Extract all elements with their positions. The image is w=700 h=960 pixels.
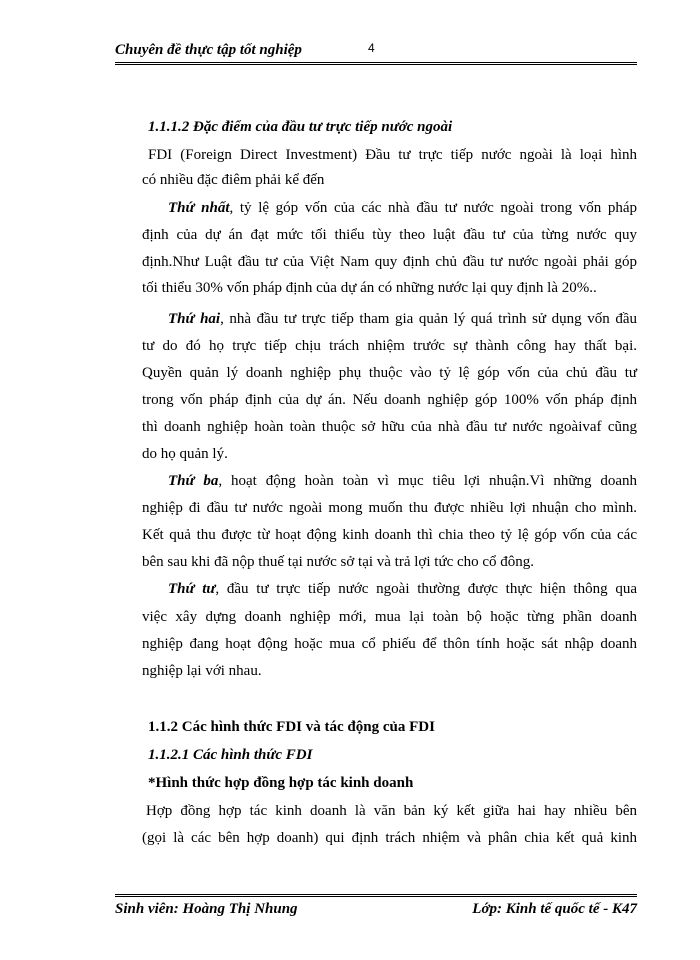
paragraph-line: FDI (Foreign Direct Investment) Đầu tư trực tiếp nước ngoài là loại hình: [148, 147, 637, 163]
class-name: Lớp: Kinh tế quốc tế - K47: [472, 901, 637, 917]
term-thu-hai: Thứ hai: [168, 311, 221, 327]
paragraph-line: việc xây dựng doanh nghiệp mới, mua lại toàn bộ hoặc từng phần doanh: [142, 609, 637, 625]
paragraph-line: bên sau khi đã nộp thuế tại nước sở tại và trả lợi tức cho cổ đông.: [142, 554, 535, 570]
paragraph-line: (gọi là các bên hợp doanh) qui định trách nhiệm và phân chia kết quả kinh: [142, 830, 637, 846]
header-rule: [115, 62, 637, 65]
paragraph-line: tối thiểu 30% vốn pháp định của dự án có những nước lại quy định là 20%..: [142, 280, 597, 296]
page-header: [115, 42, 637, 64]
page-footer: [115, 901, 637, 923]
paragraph-line: Thứ ba, hoạt động hoàn toàn vì mục tiêu lợi nhuận.Vì những doanh: [168, 473, 637, 489]
footer-rule: [115, 894, 637, 897]
paragraph-line: nghiệp đang hoạt động hoặc mua cổ phiếu để thôn tính hoặc sát nhập doanh: [142, 636, 637, 652]
section-heading-1-1-2: 1.1.2 Các hình thức FDI và tác động của FDI: [148, 719, 435, 735]
paragraph-line: định của dự án đạt mức tối thiểu tùy theo luật đầu tư của từng nước quy: [142, 227, 637, 243]
section-heading-1-1-1-2: 1.1.1.2 Đặc điểm của đầu tư trực tiếp nước ngoài: [148, 119, 453, 135]
student-name: Sinh viên: Hoàng Thị Nhung: [115, 901, 298, 917]
paragraph-line: nghiệp đi đầu tư nước ngoài mong muốn thu được nhiều lợi nhuận cho mình.: [142, 500, 637, 516]
subheading-business-cooperation-contract: *Hình thức hợp đồng hợp tác kinh doanh: [148, 775, 414, 791]
paragraph-line: trong vốn pháp định của dự án. Nếu doanh nghiệp góp 100% vốn pháp định: [142, 392, 637, 408]
paragraph-line: Hợp đồng hợp tác kinh doanh là văn bản ký kết giữa hai hay nhiều bên: [146, 803, 637, 819]
term-thu-tu: Thứ tư: [168, 581, 216, 597]
section-heading-1-1-2-1: 1.1.2.1 Các hình thức FDI: [148, 747, 313, 763]
term-thu-ba: Thứ ba: [168, 473, 219, 489]
paragraph-line: Thứ hai, nhà đầu tư trực tiếp tham gia quản lý quá trình sử dụng vốn đầu: [168, 311, 637, 327]
paragraph-line: có nhiều đặc điêm phải kể đến: [142, 172, 325, 188]
paragraph-line: Kết quả thu được từ hoạt động kinh doanh thì chia theo tỷ lệ góp vốn của các: [142, 527, 637, 543]
page-number: 4: [368, 41, 375, 55]
paragraph-line: Quyền quản lý doanh nghiệp phụ thuộc vào tỷ lệ góp vốn của chủ đầu tư: [142, 365, 637, 381]
paragraph-line: thì doanh nghiệp hoàn toàn thuộc sở hữu của nhà đầu tư nước ngoàivaf cũng: [142, 419, 637, 435]
header-title: Chuyên đề thực tập tốt nghiệp: [115, 42, 302, 58]
paragraph-line: định.Như Luật đầu tư của Việt Nam quy định chủ đầu tư nước ngoài phải góp: [142, 254, 637, 270]
paragraph-line: Thứ tư, đầu tư trực tiếp nước ngoài thường được thực hiện thông qua: [168, 581, 637, 597]
paragraph-line: nghiệp lại với nhau.: [142, 663, 262, 679]
paragraph-line: tư do đó họ trực tiếp chịu trách nhiệm trước sự thành công hay thất bại.: [142, 338, 637, 354]
paragraph-line: do họ quản lý.: [142, 446, 228, 462]
term-thu-nhat: Thứ nhất: [168, 200, 230, 216]
paragraph-line: Thứ nhất, tỷ lệ góp vốn của các nhà đầu tư nước ngoài trong vốn pháp: [168, 200, 638, 216]
